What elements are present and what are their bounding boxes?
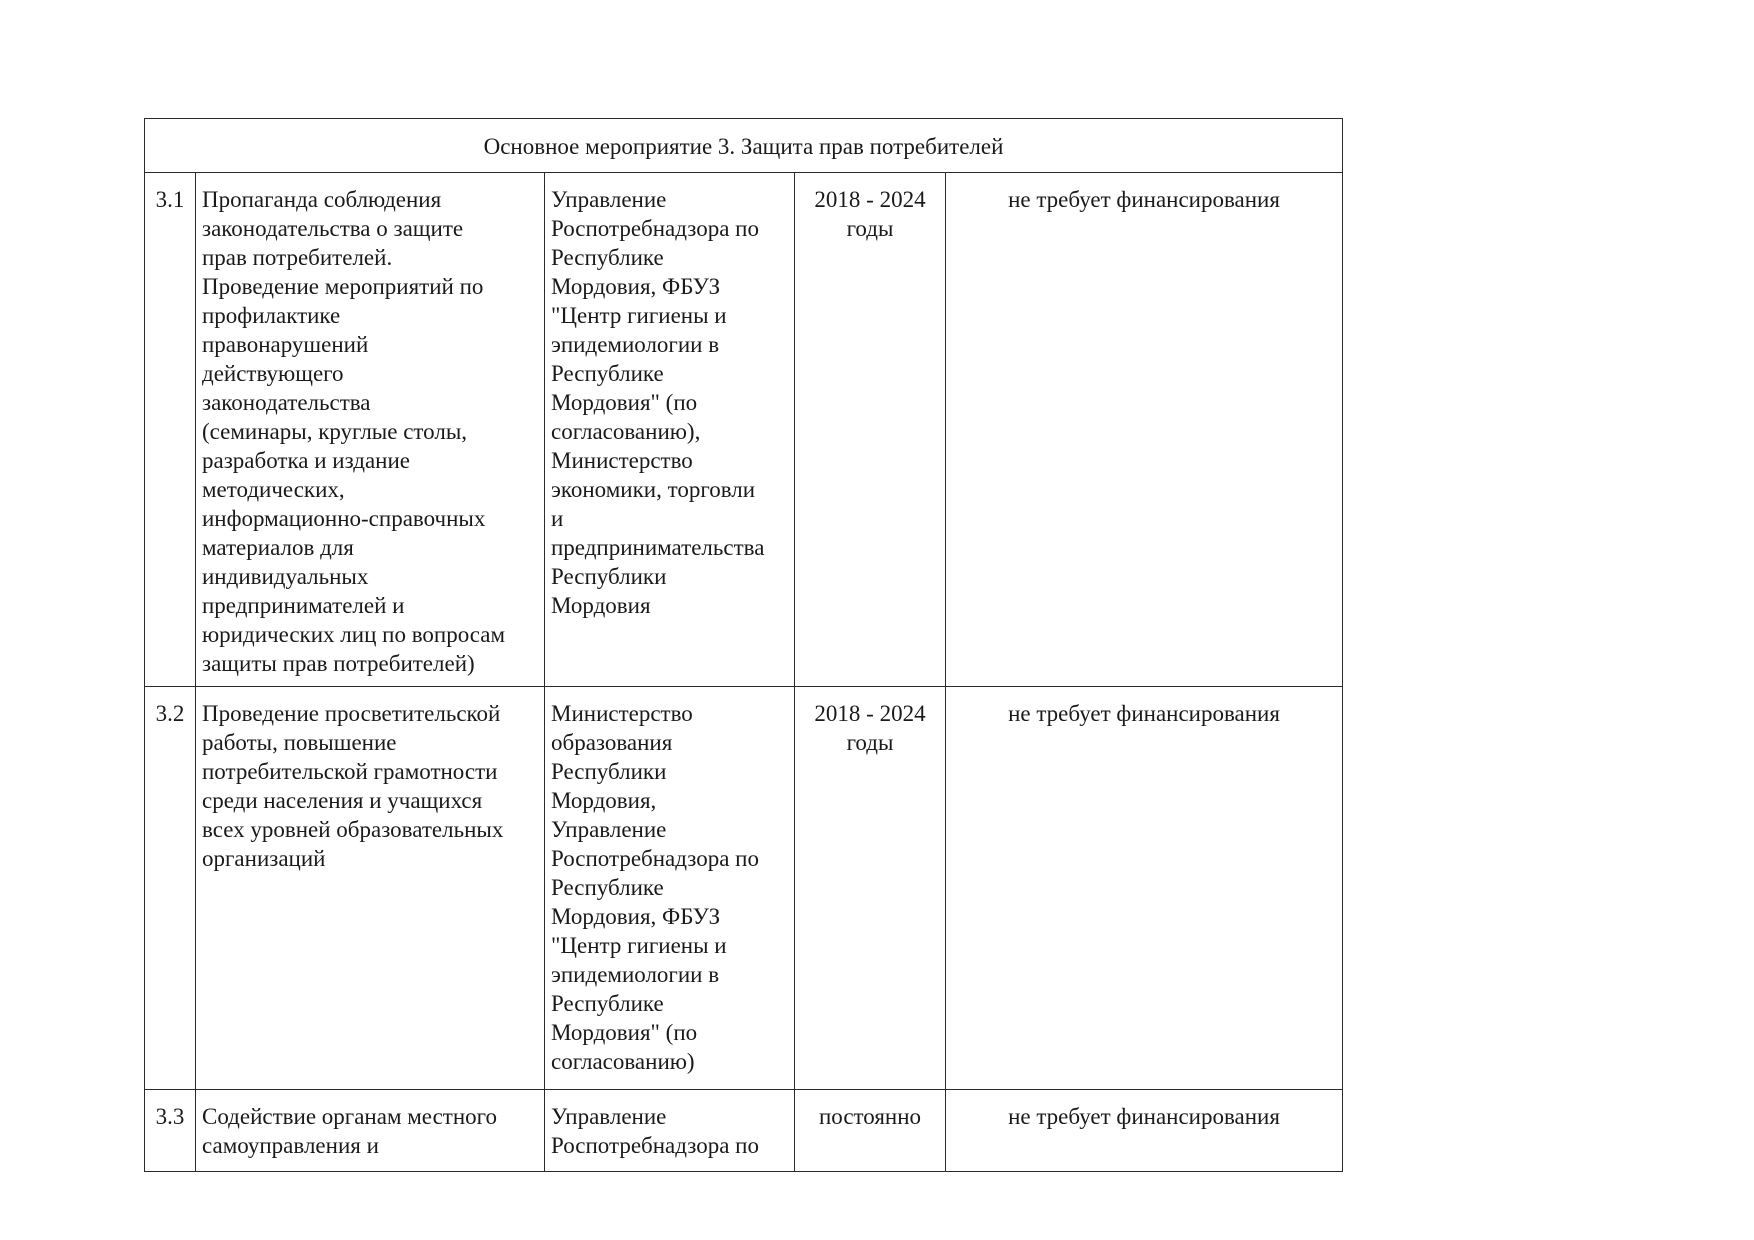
executor-cell: Управление Роспотребнадзора по [545, 1090, 795, 1172]
section-title: Основное мероприятие 3. Защита прав потребителей [145, 119, 1343, 173]
row-number: 3.1 [145, 173, 196, 687]
financing-cell: не требует финансирования [946, 1090, 1343, 1172]
table-row [145, 1090, 1343, 1172]
row-number: 3.2 [145, 687, 196, 1090]
executor-cell: Управление Роспотребнадзора по Республике Мордовия, ФБУЗ "Центр гигиены и эпидемиологии в Республике Мордовия" (по согласованию), Министерство экономики, торговли и предпринимательства Республики Мордовия [545, 173, 795, 687]
executor-cell: Министерство образования Республики Мордовия, Управление Роспотребнадзора по Республике Мордовия, ФБУЗ "Центр гигиены и эпидемиологии в Республике Мордовия" (по согласованию) [545, 687, 795, 1090]
measures-table [144, 118, 1343, 1172]
table-row [145, 173, 1343, 687]
row-number: 3.3 [145, 1090, 196, 1172]
activity-cell: Пропаганда соблюдения законодательства о защите прав потребителей. Проведение мероприятий по профилактике правонарушений действующего законодательства (семинары, круглые столы, разработка и издание методических, информационно-справочных материалов для индивидуальных предпринимателей и юридических лиц по вопросам защиты прав потребителей) [196, 173, 545, 687]
financing-cell: не требует финансирования [946, 173, 1343, 687]
period-cell: 2018 - 2024 годы [795, 687, 946, 1090]
financing-cell: не требует финансирования [946, 687, 1343, 1090]
activity-cell: Проведение просветительской работы, повышение потребительской грамотности среди населения и учащихся всех уровней образовательных организаций [196, 687, 545, 1090]
period-cell: постоянно [795, 1090, 946, 1172]
section-heading-row [145, 119, 1343, 173]
table-row [145, 687, 1343, 1090]
period-cell: 2018 - 2024 годы [795, 173, 946, 687]
activity-cell: Содействие органам местного самоуправления и [196, 1090, 545, 1172]
